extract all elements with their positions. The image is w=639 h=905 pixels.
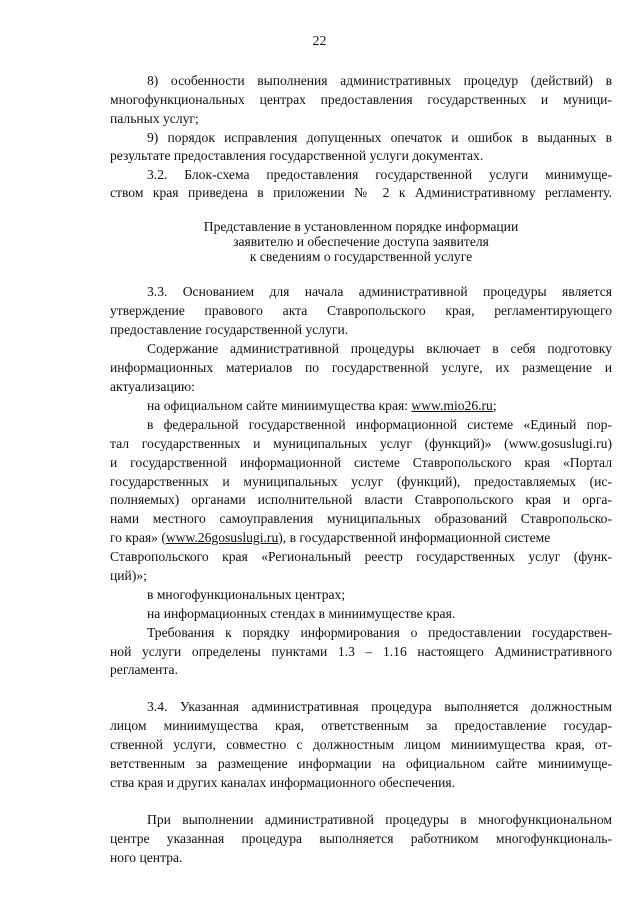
text-line: в федеральной государственной информационной системе «Единый пор- bbox=[147, 417, 612, 432]
text-line: государственных и муниципальных услуг (функций), предоставляемых (ис- bbox=[110, 474, 612, 489]
text-span: на официальном сайте миниимущества края: bbox=[147, 398, 412, 413]
text-line: ства края и других каналах информационного обеспечения. bbox=[110, 775, 456, 790]
text-line: полняемых) органами исполнительной власти Ставропольского края и орга- bbox=[110, 492, 612, 507]
text-line: лицом миниимущества края, ответственным за предоставление государ- bbox=[110, 718, 612, 733]
section-heading-line: к сведениям о государственной услуге bbox=[249, 249, 473, 264]
text-line: 3.2. Блок-схема предоставления государственной услуги минимуще- bbox=[147, 167, 612, 182]
section-heading-line: заявителю и обеспечение доступа заявителя bbox=[233, 234, 489, 249]
text-line: Содержание административной процедуры включает в себя подготовку bbox=[147, 341, 612, 356]
text-span: ), в государственной информационной системе bbox=[278, 530, 551, 545]
text-line: в многофункциональных центрах; bbox=[147, 587, 346, 602]
text-line: утверждение правового акта Ставропольского края, регламентирующего bbox=[110, 303, 612, 318]
text-line: и государственной информационной системе Ставропольского края «Портал bbox=[110, 455, 612, 470]
text-line: результате предоставления государственной услуги документах. bbox=[110, 148, 484, 163]
text-line: ством края приведена в приложении № 2 к Административному регламенту. bbox=[110, 185, 612, 200]
text-line: тал государственных и муниципальных услуг (функций)» (www.gosuslugi.ru) bbox=[110, 436, 612, 451]
text-line: ной услуги определены пунктами 1.3 – 1.16 настоящего Административного bbox=[110, 644, 612, 659]
text-line: 3.3. Основанием для начала административной процедуры является bbox=[147, 284, 612, 299]
mio26-link[interactable]: www.mio26.ru bbox=[411, 398, 493, 413]
text-line bbox=[110, 529, 612, 546]
text-line: на информационных стендах в миниимуществе края. bbox=[147, 606, 456, 621]
text-line: 8) особенности выполнения административных процедур (действий) в bbox=[147, 73, 612, 88]
text-line: центре указанная процедура выполняется работником многофункциональ- bbox=[110, 831, 612, 846]
text-line: регламента. bbox=[110, 662, 178, 677]
text-line: многофункциональных центрах предоставления государственных и муници- bbox=[110, 92, 612, 107]
text-line: актуализацию: bbox=[110, 379, 195, 394]
section-heading-line: Представление в установленном порядке информации bbox=[203, 219, 519, 234]
text-line: ций)»; bbox=[110, 568, 147, 583]
text-line: информационных материалов по государственной услуге, их размещение и bbox=[110, 360, 612, 375]
text-line bbox=[147, 397, 612, 414]
text-span: ; bbox=[492, 398, 497, 413]
text-line: ветственным за размещение информации на официальном сайте миниимуще- bbox=[110, 756, 612, 771]
text-line: нами местного самоуправления муниципальных образований Ставропольско- bbox=[110, 511, 612, 526]
text-line: 3.4. Указанная административная процедура выполняется должностным bbox=[147, 699, 612, 714]
text-line: ственной услуги, совместно с должностным лицом миниимущества края, от- bbox=[110, 737, 612, 752]
text-line: пальных услуг; bbox=[110, 111, 199, 126]
text-line: При выполнении административной процедуры в многофункциональном bbox=[147, 812, 612, 827]
text-line: предоставление государственной услуги. bbox=[110, 322, 349, 337]
page-number: 22 bbox=[312, 34, 327, 49]
text-line: Требования к порядку информирования о предоставлении государствен- bbox=[147, 625, 612, 640]
text-line: ного центра. bbox=[110, 850, 183, 865]
text-span: го края» ( bbox=[110, 530, 166, 545]
26gosuslugi-link[interactable]: www.26gosuslugi.ru bbox=[165, 530, 279, 545]
text-line: Ставропольского края «Региональный реестр государственных услуг (функ- bbox=[110, 549, 612, 564]
text-line: 9) порядок исправления допущенных опечаток и ошибок в выданных в bbox=[147, 130, 612, 145]
